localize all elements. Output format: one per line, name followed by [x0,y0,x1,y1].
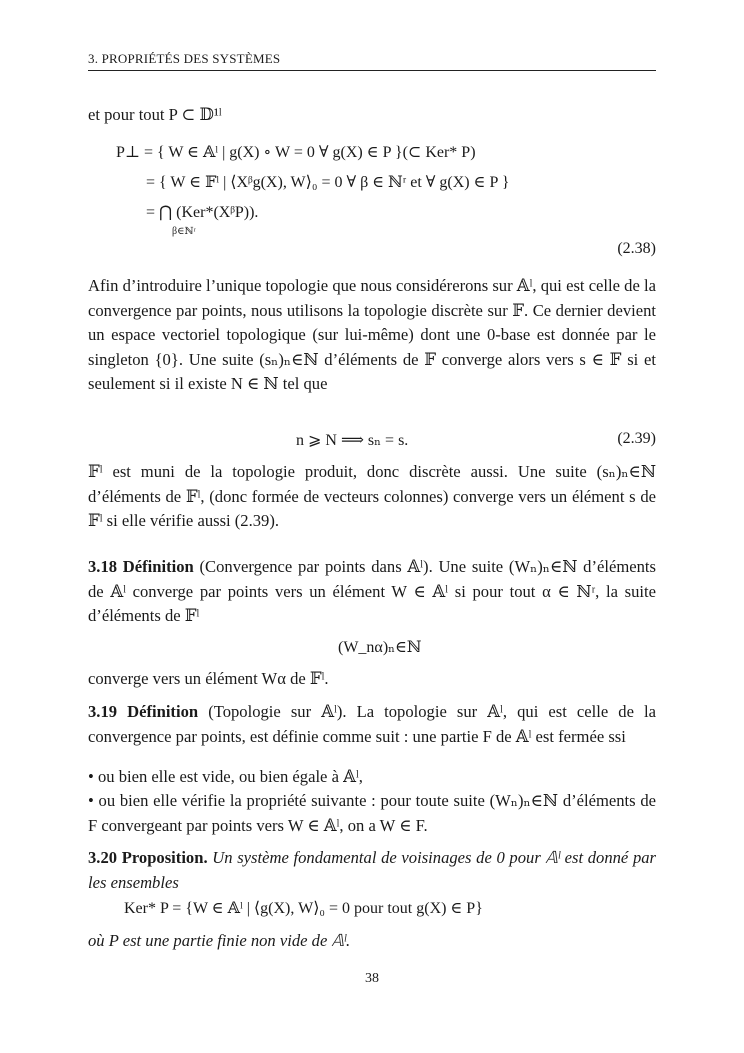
definition-3-19-label: 3.19 Définition [88,702,199,721]
proposition-3-20-formula: Ker* P = {W ∈ 𝔸ˡ | ⟨g(X), W⟩₀ = 0 pour tout g(X) ∈ P} [124,900,483,917]
running-header: 3. PROPRIÉTÉS DES SYSTÈMES [88,51,656,71]
proposition-3-20-label: 3.20 Proposition. [88,848,208,867]
definition-3-18-label: 3.18 Définition [88,557,194,576]
definition-3-18-formula: (W_nα)ₙ∈ℕ [338,639,422,656]
definition-3-19-text: (Topologie sur 𝔸ˡ). La topologie sur 𝔸ˡ, qui est celle de la convergence par points, est définie comme suit : une partie F de 𝔸ˡ est fermée ssi [88,702,656,746]
eq-2-38-line-3: = ⋂ (Ker*(XᵝP)). [146,204,259,221]
eq-2-38-line-1: P⊥ = { W ∈ 𝔸ˡ | g(X) ∘ W = 0 ∀ g(X) ∈ P }(⊂ Ker* P) [116,144,476,161]
definition-3-19 [88,700,656,749]
definition-3-19-bullet-2: • ou bien elle vérifie la propriété suivante : pour toute suite (Wₙ)ₙ∈ℕ d’éléments de F convergeant par points vers W ∈ 𝔸ˡ, on a W ∈ F. [88,791,656,835]
proposition-3-20-text: Un système fondamental de voisinages de 0 pour 𝔸ˡ est donné par les ensembles [88,848,657,892]
proposition-3-20 [88,846,656,895]
eq-2-38-number: (2.38) [617,240,656,257]
intro-line: et pour tout P ⊂ 𝔻¹ˡ [88,105,222,124]
definition-3-19-bullet-1: • ou bien elle est vide, ou bien égale à 𝔸ˡ, [88,767,363,786]
definition-3-18 [88,555,656,629]
page-number: 38 [365,971,379,986]
eq-2-38-line-2: = { W ∈ 𝔽ˡ | ⟨Xᵝg(X), W⟩₀ = 0 ∀ β ∈ ℕʳ et ∀ g(X) ∈ P } [146,174,510,191]
paragraph-product-topology: 𝔽ˡ est muni de la topologie produit, donc discrète aussi. Une suite (sₙ)ₙ∈ℕ d’éléments de 𝔽ˡ, (donc formée de vecteurs colonnes) converge vers un élément s de 𝔽ˡ si elle vérifie aussi (2.39). [88,462,656,530]
paragraph-topology: Afin d’introduire l’unique topologie que nous considérerons sur 𝔸ˡ, qui est celle de la convergence par points, nous utilisons la topologie discrète sur 𝔽. Ce dernier devient un espace vectoriel topologique (sur lui-même) dont une 0-base est donnée par le singleton {0}. Une suite (sₙ)ₙ∈ℕ d’éléments de 𝔽 converge alors vers s ∈ 𝔽 si et seulement si il existe N ∈ ℕ tel que [88,276,656,393]
eq-2-39-formula: n ⩾ N ⟹ sₙ = s. [296,432,409,449]
definition-3-18-after: converge vers un élément Wα de 𝔽ˡ. [88,669,329,688]
proposition-3-20-after: où P est une partie finie non vide de 𝔸ˡ. [88,931,351,950]
eq-2-39-number: (2.39) [617,430,656,447]
eq-2-38-subscript: β∈ℕʳ [172,226,196,237]
definition-3-18-text: (Convergence par points dans 𝔸ˡ). Une suite (Wₙ)ₙ∈ℕ d’éléments de 𝔸ˡ converge par points vers un élément W ∈ 𝔸ˡ si pour tout α ∈ ℕʳ, la suite d’éléments de 𝔽ˡ [88,557,656,625]
